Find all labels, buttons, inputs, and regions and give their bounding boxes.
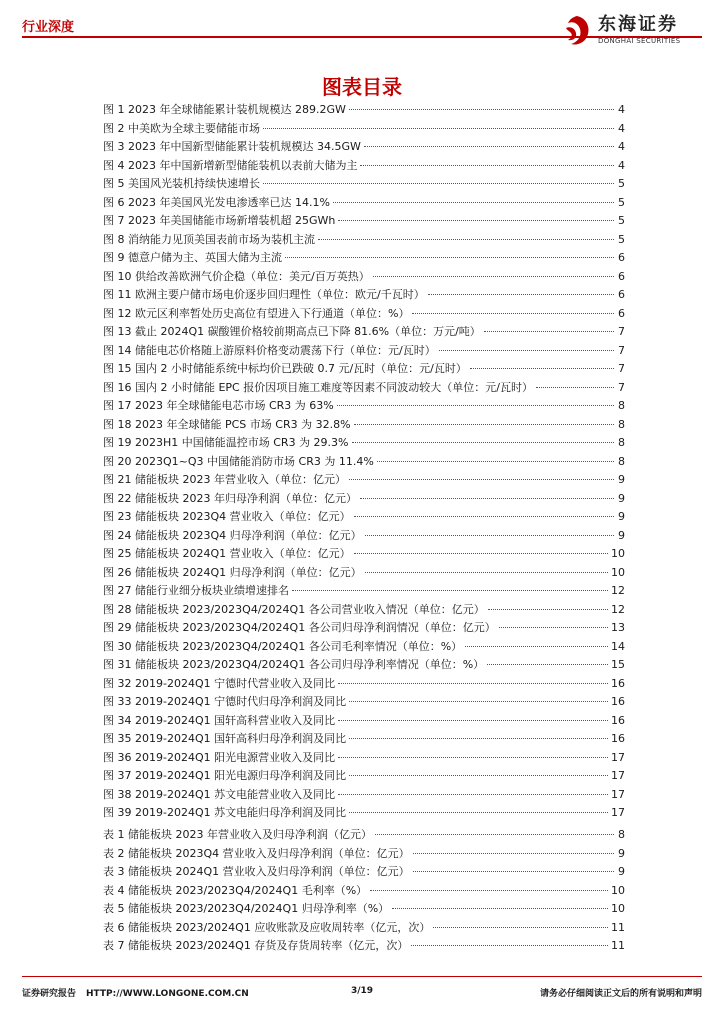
dot-leader [285,257,614,258]
company-logo [562,14,702,52]
figure-index-entry-page-number: 16 [611,713,625,727]
figure-index-entry-label: 图 33 2019-2024Q1 宁德时代归母净利润及同比 [103,695,347,708]
figure-index-entry-page-number: 8 [618,417,625,431]
figure-index-entry[interactable] [103,675,625,694]
figure-index-entry[interactable] [103,508,625,527]
dot-leader [337,405,614,406]
figure-index-entry-page-number: 16 [611,676,625,690]
figure-index-entry-page-number: 8 [618,436,625,449]
dot-leader [354,516,614,517]
figure-index-entry[interactable] [103,101,625,120]
figure-index-entry[interactable] [103,545,625,564]
dot-leader [352,442,614,443]
figure-index-entry-page-number: 16 [611,695,625,708]
figure-index-entry[interactable] [103,175,625,194]
figure-index-entry[interactable] [103,360,625,379]
figure-index-entry-page-number: 5 [618,214,625,227]
table-index-entry[interactable] [103,845,625,864]
dot-leader [484,331,614,332]
dot-leader [465,646,608,647]
dot-leader [338,683,608,684]
dot-leader [365,572,608,573]
dot-leader [349,701,608,702]
logo-english-name: DONGHAI SECURITIES [598,37,681,45]
figure-index-entry[interactable] [103,712,625,731]
figure-index-entry-label: 图 5 美国风光装机持续快速增长 [103,177,260,190]
figure-index-entry[interactable] [103,767,625,786]
figure-index-entry-page-number: 10 [611,547,625,560]
dot-leader [349,109,614,110]
figure-index-entry-label: 图 30 储能板块 2023/2023Q4/2024Q1 各公司毛利率情况（单位：%） [103,639,463,653]
dot-leader [360,165,614,166]
figure-index-entry-page-number: 15 [611,658,625,671]
figure-index-entry-label: 图 24 储能板块 2023Q4 归母净利润（单位：亿元） [103,528,362,542]
figure-index-entry-page-number: 5 [618,195,625,209]
figure-index-entry[interactable] [103,490,625,509]
figure-index-entry-label: 图 4 2023 年中国新增新型储能装机以表前大储为主 [103,158,358,172]
figure-index-entry-page-number: 7 [618,380,625,394]
figure-index-entry-label: 图 28 储能板块 2023/2023Q4/2024Q1 各公司营业收入情况（单位：亿元） [103,602,485,616]
figure-index-entry-label: 图 22 储能板块 2023 年归母净利润（单位：亿元） [103,491,357,505]
table-index-entry-page-number: 9 [618,865,625,878]
figure-index-entry-page-number: 17 [611,769,625,782]
figure-index-entry[interactable] [103,379,625,398]
dot-leader [470,368,614,369]
figure-index-entry-label: 图 18 2023 年全球储能 PCS 市场 CR3 为 32.8% [103,417,351,431]
figure-index-entry-page-number: 6 [618,306,625,320]
page-header [22,0,702,48]
figure-index-entry-page-number: 4 [618,158,625,172]
figure-index-entry-label: 图 38 2019-2024Q1 苏文电能营业收入及同比 [103,787,336,801]
page-title: 图表目录 [322,75,402,99]
figure-index-entry-label: 图 1 2023 年全球储能累计装机规模达 289.2GW [103,103,346,116]
table-index-entry[interactable] [103,863,625,882]
figure-index-entry-label: 图 32 2019-2024Q1 宁德时代营业收入及同比 [103,676,336,690]
dot-leader [349,812,608,813]
dot-leader [349,738,608,739]
dot-leader [439,350,614,351]
dot-leader [349,479,614,480]
table-index-entry-label: 表 6 储能板块 2023/2024Q1 应收账款及应收周转率（亿元，次） [103,920,431,934]
figure-index-entry-page-number: 7 [618,343,625,357]
table-index-entry-label: 表 1 储能板块 2023 年营业收入及归母净利润（亿元） [103,828,372,841]
figure-index-entry-page-number: 5 [618,177,625,190]
figure-index-list [103,101,625,823]
figure-index-entry[interactable] [103,582,625,601]
dot-leader [263,128,614,129]
dot-leader [263,183,614,184]
figure-index-entry-label: 图 39 2019-2024Q1 苏文电能归母净利润及同比 [103,806,347,819]
figure-index-entry-label: 图 35 2019-2024Q1 国轩高科归母净利润及同比 [103,732,347,745]
figure-index-entry-page-number: 7 [618,362,625,375]
figure-index-entry-page-number: 13 [611,621,625,634]
figure-index-entry-label: 图 15 国内 2 小时储能系统中标均价已跌破 0.7 元/瓦时（单位：元/瓦时） [103,362,467,375]
table-index-entry-page-number: 8 [618,828,625,841]
dot-leader [487,664,608,665]
figure-index-entry[interactable] [103,656,625,675]
figure-index-entry[interactable] [103,268,625,287]
dot-leader [365,535,614,536]
figure-index-entry-label: 图 23 储能板块 2023Q4 营业收入（单位：亿元） [103,510,351,523]
figure-index-entry-label: 图 7 2023 年美国储能市场新增装机超 25GWh [103,214,336,227]
figure-index-entry-page-number: 12 [611,602,625,616]
figure-index-entry-page-number: 4 [618,103,625,116]
figure-index-entry-page-number: 17 [611,806,625,819]
figure-index-entry[interactable] [103,564,625,583]
dot-leader [370,890,608,891]
figure-index-entry[interactable] [103,619,625,638]
dot-leader [360,498,614,499]
figure-index-entry-page-number: 14 [611,639,625,653]
logo-chinese-name: 东海证券 [598,14,678,35]
section-label: 行业深度 [22,20,75,35]
dot-leader [499,627,608,628]
figure-index-entry-label: 图 6 2023 年美国风光发电渗透率已达 14.1% [103,195,330,209]
table-index-entry[interactable] [103,882,625,901]
figure-index-entry[interactable] [103,157,625,176]
dot-leader [488,609,608,610]
figure-index-entry[interactable] [103,730,625,749]
table-index-entry-page-number: 10 [611,883,625,897]
figure-index-entry-page-number: 9 [618,473,625,486]
dot-leader [338,220,614,221]
dot-leader [413,871,614,872]
figure-index-entry-label: 图 17 2023 年全球储能电芯市场 CR3 为 63% [103,399,334,412]
dot-leader [292,590,608,591]
figure-index-entry-page-number: 8 [618,454,625,468]
figure-index-entry-page-number: 6 [618,251,625,264]
figure-index-entry-page-number: 9 [618,491,625,505]
figure-index-entry-label: 图 31 储能板块 2023/2023Q4/2024Q1 各公司归母净利率情况（单位：%） [103,658,485,671]
table-index-entry-page-number: 11 [611,939,625,952]
table-index-entry-label: 表 2 储能板块 2023Q4 营业收入及归母净利润（单位：亿元） [103,846,410,860]
dot-leader [375,834,614,835]
table-index-entry-label: 表 3 储能板块 2024Q1 营业收入及归母净利润（单位：亿元） [103,865,410,878]
figure-index-entry-label: 图 8 消纳能力见顶美国表前市场为装机主流 [103,232,315,246]
dot-leader [411,945,608,946]
footer-report-label: 证券研究报告 [22,989,77,999]
table-index-entry[interactable] [103,900,625,919]
table-index-list [103,826,625,956]
logo-icon [562,14,592,48]
figure-index-entry-page-number: 4 [618,121,625,135]
dot-leader [377,461,614,462]
figure-index-entry[interactable] [103,693,625,712]
figure-index-entry-page-number: 8 [618,399,625,412]
figure-index-entry-label: 图 11 欧洲主要户储市场电价逐步回归理性（单位：欧元/千瓦时） [103,288,425,301]
figure-index-entry[interactable] [103,601,625,620]
figure-index-entry[interactable] [103,453,625,472]
dot-leader [318,239,614,240]
figure-index-entry-page-number: 16 [611,732,625,745]
figure-index-entry-label: 图 26 储能板块 2024Q1 归母净利润（单位：亿元） [103,565,362,579]
table-index-entry-label: 表 4 储能板块 2023/2023Q4/2024Q1 毛利率（%） [103,883,368,897]
dot-leader [412,313,614,314]
figure-index-entry[interactable] [103,342,625,361]
figure-index-entry-label: 图 20 2023Q1~Q3 中国储能消防市场 CR3 为 11.4% [103,454,374,468]
dot-leader [364,146,614,147]
figure-index-entry-label: 图 34 2019-2024Q1 国轩高科营业收入及同比 [103,713,336,727]
figure-index-entry-label: 图 21 储能板块 2023 年营业收入（单位：亿元） [103,473,346,486]
figure-index-entry[interactable] [103,804,625,823]
figure-index-entry-label: 图 12 欧元区利率暂处历史高位有望进入下行通道（单位：%） [103,306,410,320]
figure-index-entry-label: 图 14 储能电芯价格随上游原料价格变动震荡下行（单位：元/瓦时） [103,343,436,357]
figure-index-entry-label: 图 3 2023 年中国新型储能累计装机规模达 34.5GW [103,140,361,153]
figure-index-entry-label: 图 25 储能板块 2024Q1 营业收入（单位：亿元） [103,547,351,560]
figure-index-entry-label: 图 2 中美欧为全球主要储能市场 [103,121,260,135]
figure-index-entry-page-number: 7 [618,325,625,338]
figure-index-entry-page-number: 4 [618,140,625,153]
figure-index-entry-label: 图 36 2019-2024Q1 阳光电源营业收入及同比 [103,750,336,764]
figure-index-entry-page-number: 6 [618,269,625,283]
figure-index-entry[interactable] [103,194,625,213]
figure-index-entry-page-number: 12 [611,584,625,597]
figure-index-entry[interactable] [103,434,625,453]
figure-index-entry-label: 图 19 2023H1 中国储能温控市场 CR3 为 29.3% [103,436,349,449]
dot-leader [413,853,614,854]
figure-index-entry[interactable] [103,138,625,157]
page-footer [22,976,702,1006]
dot-leader [338,720,608,721]
figure-index-entry[interactable] [103,397,625,416]
figure-index-entry[interactable] [103,471,625,490]
figure-index-entry-page-number: 17 [611,787,625,801]
page-number: 3/19 [350,986,374,996]
figure-index-entry-label: 图 16 国内 2 小时储能 EPC 报价因项目施工难度等因素不同波动较大（单位：元/瓦时） [103,380,533,394]
table-index-entry-label: 表 5 储能板块 2023/2023Q4/2024Q1 归母净利率（%） [103,902,390,915]
table-index-entry-label: 表 7 储能板块 2023/2024Q1 存货及存货周转率（亿元，次） [103,939,409,952]
dot-leader [333,202,614,203]
figure-index-entry-label: 图 9 德意户储为主、英国大储为主流 [103,251,282,264]
figure-index-entry[interactable] [103,638,625,657]
figure-index-entry[interactable] [103,231,625,250]
table-index-entry-page-number: 9 [618,846,625,860]
footer-website-link[interactable]: HTTP://WWW.LONGONE.COM.CN [86,989,249,999]
figure-index-entry[interactable] [103,416,625,435]
dot-leader [338,757,608,758]
figure-index-entry[interactable] [103,786,625,805]
figure-index-entry-label: 图 37 2019-2024Q1 阳光电源归母净利润及同比 [103,769,347,782]
dot-leader [349,775,608,776]
figure-index-entry[interactable] [103,305,625,324]
dot-leader [392,908,608,909]
figure-index-entry[interactable] [103,286,625,305]
dot-leader [433,927,608,928]
figure-index-entry-page-number: 9 [618,510,625,523]
figure-index-entry-page-number: 6 [618,288,625,301]
figure-index-entry[interactable] [103,527,625,546]
table-index-entry[interactable] [103,919,625,938]
table-index-entry[interactable] [103,826,625,845]
figure-index-entry-page-number: 17 [611,750,625,764]
figure-index-entry[interactable] [103,120,625,139]
figure-index-entry-label: 图 13 截止 2024Q1 碳酸锂价格较前期高点已下降 81.6%（单位：万元/吨） [103,325,481,338]
figure-index-entry-page-number: 5 [618,232,625,246]
dot-leader [536,387,614,388]
dot-leader [338,794,608,795]
figure-index-entry[interactable] [103,212,625,231]
figure-index-entry[interactable] [103,749,625,768]
dot-leader [354,553,608,554]
figure-index-entry-page-number: 9 [618,528,625,542]
footer-rule [22,976,702,977]
dot-leader [428,294,614,295]
dot-leader [354,424,614,425]
dot-leader [373,276,614,277]
figure-index-entry-label: 图 10 供给改善欧洲气价企稳（单位：美元/百万英热） [103,269,370,283]
figure-index-entry[interactable] [103,323,625,342]
figure-index-entry-label: 图 27 储能行业细分板块业绩增速排名 [103,584,289,597]
table-index-entry-page-number: 11 [611,920,625,934]
footer-disclaimer: 请务必仔细阅读正文后的所有说明和声明 [539,989,702,999]
figure-index-entry-label: 图 29 储能板块 2023/2023Q4/2024Q1 各公司归母净利润情况（单位：亿元） [103,621,496,634]
figure-index-entry[interactable] [103,249,625,268]
figure-index-entry-page-number: 10 [611,565,625,579]
table-index-entry[interactable] [103,937,625,956]
table-index-entry-page-number: 10 [611,902,625,915]
